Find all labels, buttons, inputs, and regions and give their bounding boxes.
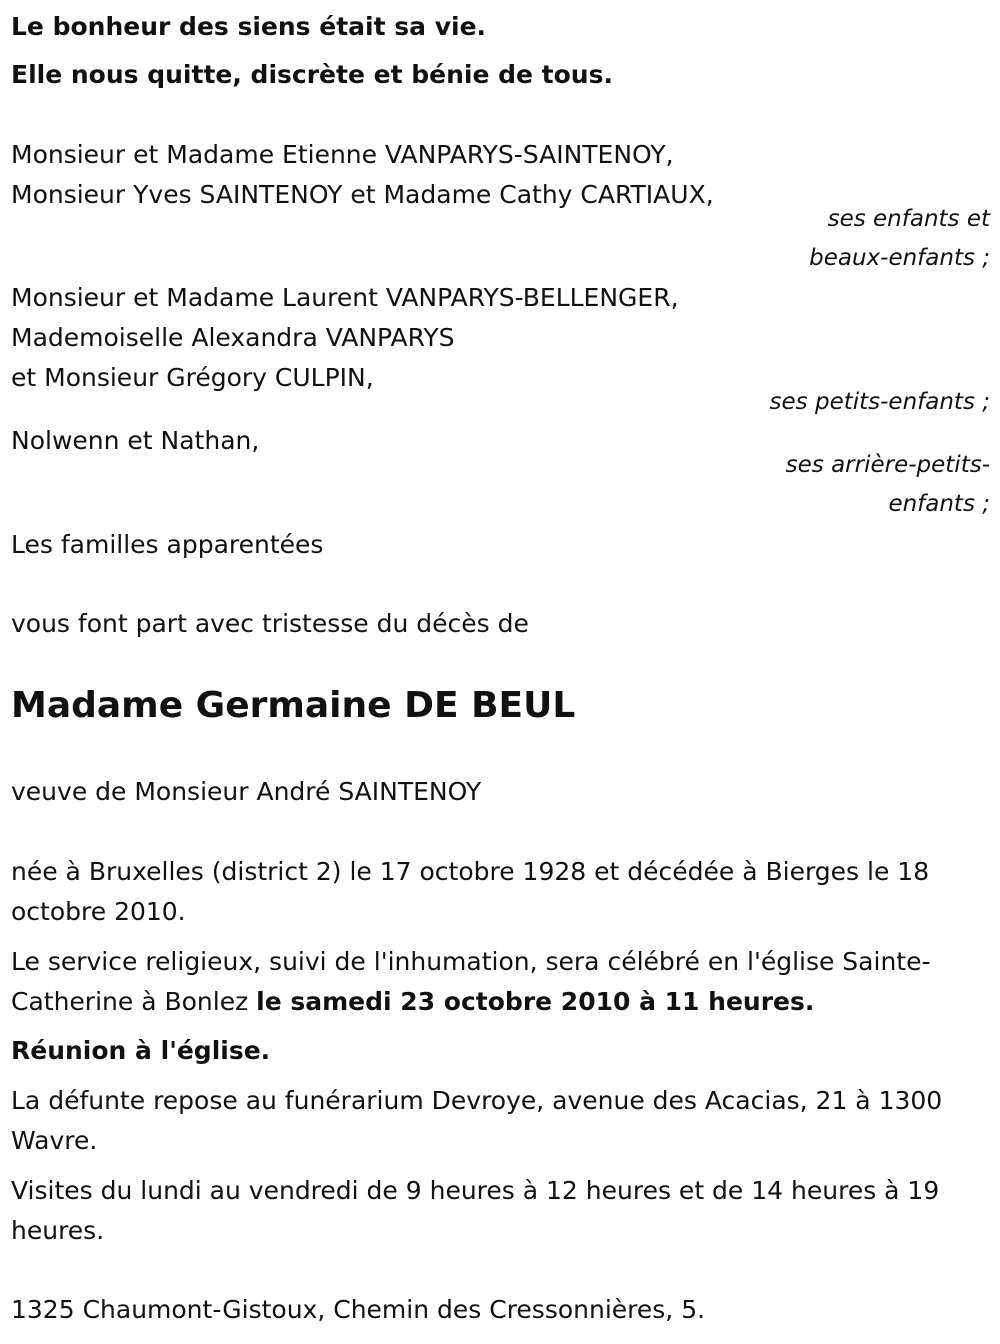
service-datetime: le samedi 23 octobre 2010 à 11 heures.	[256, 987, 815, 1016]
child-name-2: Monsieur Yves SAINTENOY et Madame Cathy CARTIAUX,	[11, 180, 714, 209]
epigraph-line-2: Elle nous quitte, discrète et bénie de tous.	[11, 60, 613, 89]
funeral-home-location: La défunte repose au funérarium Devroye, avenue des Acacias, 21 à 1300 Wavre.	[11, 1086, 943, 1155]
family-address: 1325 Chaumont-Gistoux, Chemin des Cressonnières, 5.	[11, 1295, 706, 1324]
great-grandchildren-relation-line-1: ses arrière-petits-	[785, 452, 990, 478]
announcement: vous font part avec tristesse du décès de	[11, 609, 529, 638]
children-relation-line-2: beaux-enfants ;	[809, 245, 990, 271]
great-grandchildren-relation-line-2: enfants ;	[888, 491, 990, 517]
grandchild-name-3: et Monsieur Grégory CULPIN,	[11, 363, 374, 392]
children-relation-line-1: ses enfants et	[827, 206, 990, 232]
widow-of: veuve de Monsieur André SAINTENOY	[11, 777, 482, 806]
grandchild-name-1: Monsieur et Madame Laurent VANPARYS-BELLENGER,	[11, 283, 679, 312]
great-grandchildren-names: Nolwenn et Nathan,	[11, 426, 260, 455]
birth-death-info: née à Bruxelles (district 2) le 17 octobre 1928 et décédée à Bierges le 18 octobre 2010.	[11, 857, 930, 926]
meeting-info: Réunion à l'église.	[11, 1036, 271, 1065]
grandchild-name-2: Mademoiselle Alexandra VANPARYS	[11, 323, 455, 352]
deceased-name: Madame Germaine DE BEUL	[11, 685, 576, 726]
grandchildren-relation: ses petits-enfants ;	[769, 389, 990, 415]
visiting-hours: Visites du lundi au vendredi de 9 heures à 12 heures et de 14 heures à 19 heures.	[11, 1176, 940, 1245]
epigraph-line-1: Le bonheur des siens était sa vie.	[11, 12, 487, 41]
service-info	[11, 942, 991, 1022]
service-text: Le service religieux, suivi de l'inhumation, sera célébré en l'église Sainte-Catherine à Bonlez	[11, 947, 931, 1016]
related-families: Les familles apparentées	[11, 530, 324, 559]
child-name-1: Monsieur et Madame Etienne VANPARYS-SAINTENOY,	[11, 140, 674, 169]
